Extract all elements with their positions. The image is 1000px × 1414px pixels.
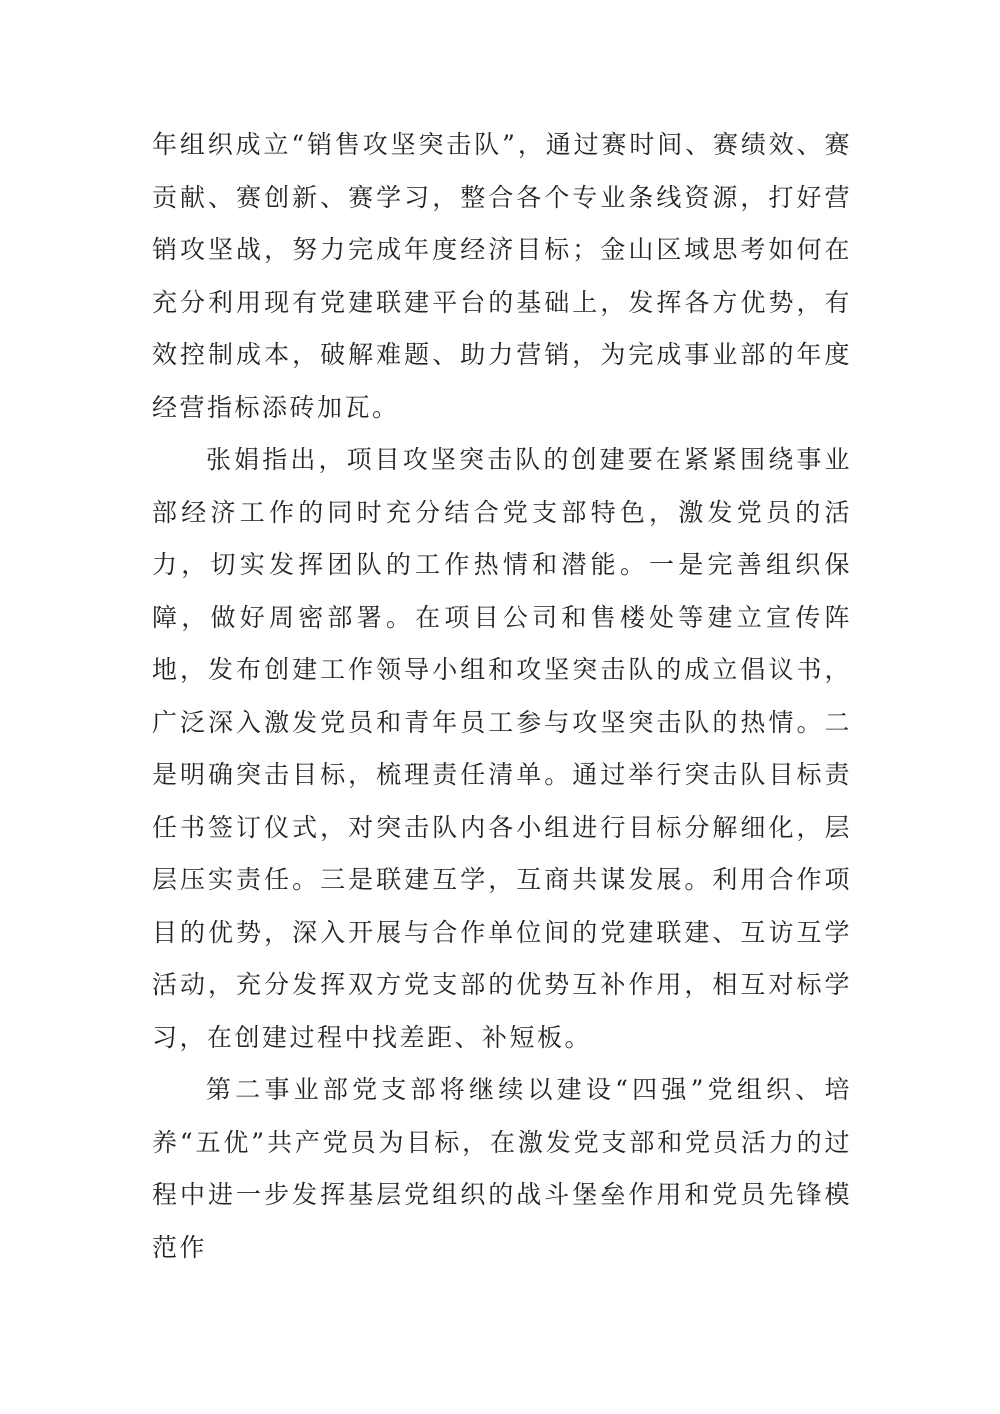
paragraph-continuation: 年组织成立“销售攻坚突击队”，通过赛时间、赛绩效、赛贡献、赛创新、赛学习，整合各个专业条线资源，打好营销攻坚战，努力完成年度经济目标；金山区域思考如何在充分利用现有党建联建平台的基础上，发挥各方优势，有效控制成本，破解难题、助力营销，为完成事业部的年度经营指标添砖加瓦。 (152, 130, 852, 422)
document-body (152, 119, 852, 1274)
paragraph-zhang-juan: 张娟指出，项目攻坚突击队的创建要在紧紧围绕事业部经济工作的同时充分结合党支部特色，激发党员的活力，切实发挥团队的工作热情和潜能。一是完善组织保障，做好周密部署。在项目公司和售楼处等建立宣传阵地，发布创建工作领导小组和攻坚突击队的成立倡议书，广泛深入激发党员和青年员工参与攻坚突击队的热情。二是明确突击目标，梳理责任清单。通过举行突击队目标责任书签订仪式，对突击队内各小组进行目标分解细化，层层压实责任。三是联建互学，互商共谋发展。利用合作项目的优势，深入开展与合作单位间的党建联建、互访互学活动，充分发挥双方党支部的优势互补作用，相互对标学习，在创建过程中找差距、补短板。 (152, 445, 852, 1052)
paragraph-closing: 第二事业部党支部将继续以建设“四强”党组织、培养“五优”共产党员为目标，在激发党支部和党员活力的过程中进一步发挥基层党组织的战斗堡垒作用和党员先锋模范作 (152, 1075, 852, 1262)
